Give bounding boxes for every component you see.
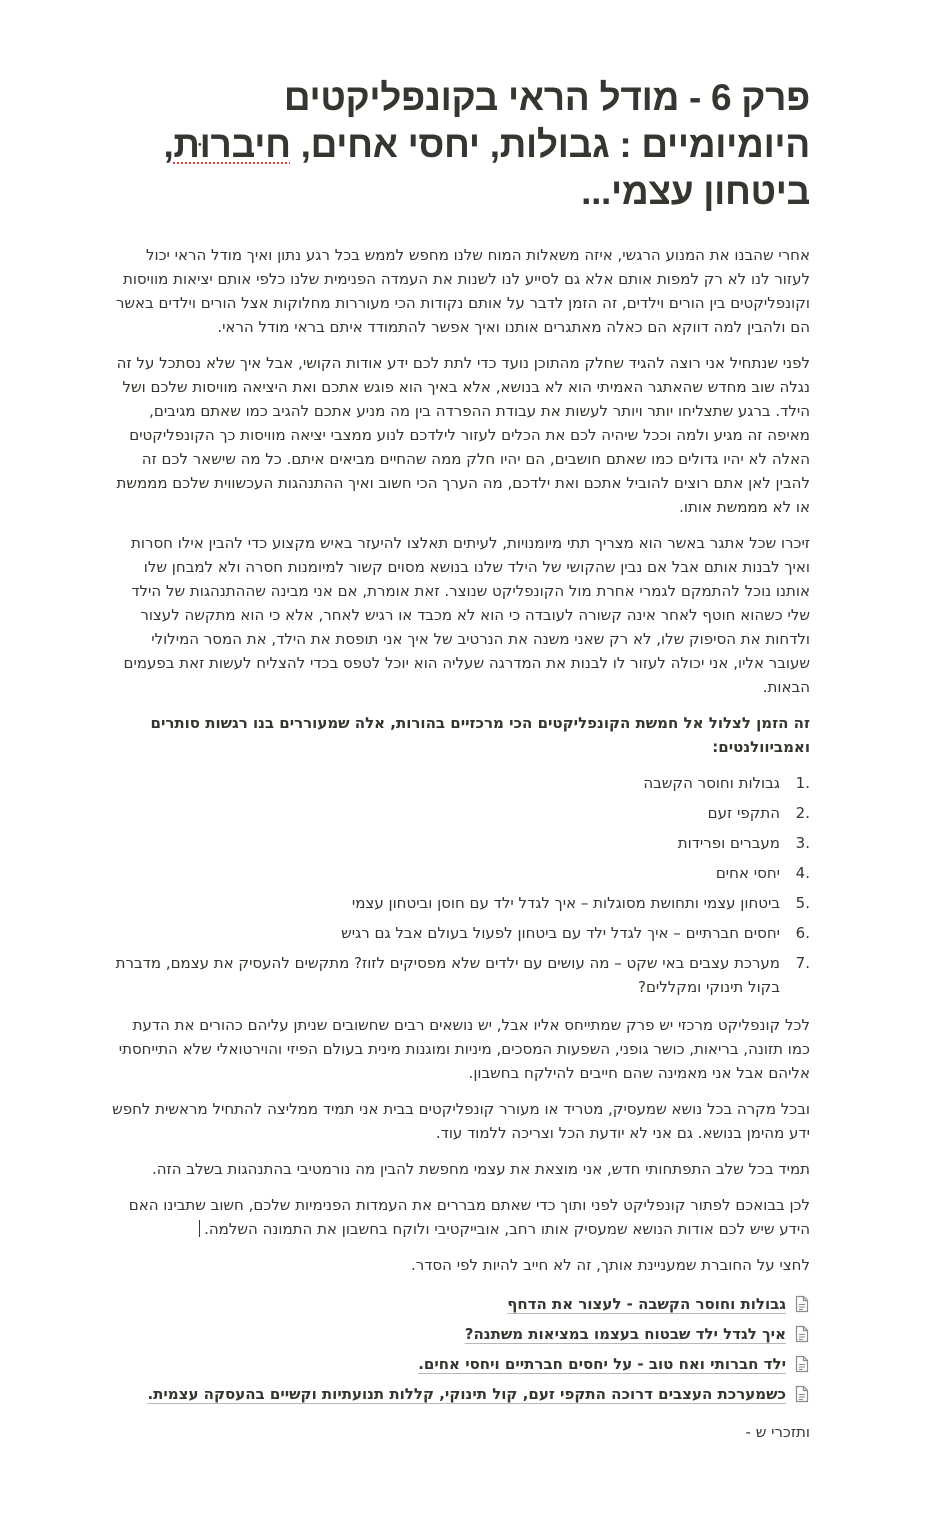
list-item: מעברים ופרידות	[677, 834, 780, 852]
paragraph-remember: זיכרו שכל אתגר באשר הוא מצריך תתי מיומנויות, לעיתים תאלצו להיעזר באיש מקצוע כדי להבין אילו חסרות ואיך לבנות אותם אבל אם נבין שהקושי של הילד שלנו בנושא מסוים קשור למיומנות חסרה ולא למבחן שלו אותנו נוכל להתמקם לגמרי אחרת מול הקונפליקט שנוצר. זאת אומרת, אם אני מבינה שההתנהגות של הילד שלי כשהוא חוטף לאחר אינה קשורה לעובדה כי הוא לא מכבד או רגיש לאחר, אלא כי הוא מתקשה לעצור ולדחות את הסיפוק שלו, לא רק שאני משנה את הנרטיב של איך אני תופסת את הילד, את המסר המילולי שעובר אליו, אני יכולה לעזור לו לבנות את המדרגה שעליה הוא יוכל לטפס בכדי להצליח לעשות זאת בפעמים הבאות.	[123, 534, 810, 696]
link-label: כשמערכת העצבים דרוכה התקפי זעם, קול תינוקי, קללות תנועתיות וקשיים בהעסקה עצמית.	[147, 1385, 786, 1403]
link-label: איך לגדל ילד שבטוח בעצמו במציאות משתנה?	[464, 1325, 786, 1343]
conflicts-intro: זה הזמן לצלול אל חמשת הקונפליקטים הכי מרכזיים בהורות, אלה שמעוררים בנו רגשות סותרים ואמביוולנטים:	[150, 714, 810, 756]
list-item: יחסים חברתיים – איך לגדל ילד עם ביטחון לפעול בעולם אבל גם רגיש	[341, 924, 780, 942]
page-icon	[794, 1325, 810, 1343]
paragraph-knowledge: ובכל מקרה בכל נושא שמעסיק, מטריד או מעורר קונפליקטים בבית אני תמיד ממליצה להתחיל מראשית לחפש ידע מהימן בנושא. גם אני לא יודעת הכל וצריכה ללמוד עוד.	[112, 1100, 810, 1142]
page-link-social[interactable]	[110, 1349, 810, 1379]
paragraph-before-start: לפני שנתחיל אני רוצה להגיד שחלק מהתוכן נועד כדי לתת לכם ידע אודות הקושי, אבל איך שלא נסתכל על זה נגלה שוב מחדש שהאתגר האמיתי הוא לא בנושא, אלא באיך הוא פוגש אתכם ואת היציאה מוויסות שלכם ושל הילד. ברגע שתצליחו יותר ויותר לעשות את עבודת ההפרדה בין מה מניע אתכם להגיב כמו שאתם מגיבים, מאיפה זה מגיע ולמה וככל שיהיה לכם את הכלים לעזור לילדכם לנוע ממצבי יציאה מוויסות כך הקונפליקטים האלה לא יהיו גדולים כמו שאתם חושבים, הם יהיו חלק ממה שהחיים מביאים איתם. כל מה שישאר לכם זה להבין לאן אתם רוצים להוביל אתכם ואת ילדכם, מה הערך הכי חשוב ואיך ההתנהגות העכשווית שלכם מממשת או לא מממשת אותו.	[116, 354, 810, 516]
list-item: התקפי זעם	[707, 804, 780, 822]
paragraph-development: תמיד בכל שלב התפתחותי חדש, אני מוצאת את עצמי מחפשת להבין מה נורמטיבי בהתנהגות בשלב הזה.	[151, 1160, 810, 1178]
conflicts-list	[110, 771, 810, 999]
list-item: יחסי אחים	[715, 864, 780, 882]
page-links	[110, 1289, 810, 1409]
closing-signature: ותזכרי ש -	[745, 1423, 810, 1441]
paragraph-intro: אחרי שהבנו את המנוע הרגשי, איזה משאלות המוח שלנו מחפש לממש בכל רגע נתון ואיך מודל הראי יכול לעזור לנו לא רק למפות אותם אלא גם לסייע לנו לשנות את העמדה הפנימית שלנו כלפי אותם יציאות מוויסות וקונפליקטים בין הורים וילדים, זה הזמן לדבר על אותם נקודות הכי מעוררות מחלוקות אצל הורים וילדים באשר הם ולהבין למה דווקא הם כאלה מאתגרים אותנו ואיך אפשר להתמודד איתם בראי מודל הראי.	[115, 246, 810, 336]
list-item: ביטחון עצמי ותחושת מסוגלות – איך לגדל ילד עם חוסן וביטחון עצמי	[351, 894, 780, 912]
page-link-nervous-system[interactable]	[110, 1379, 810, 1409]
paragraph-solving[interactable]	[110, 1193, 810, 1241]
text-cursor	[199, 1220, 201, 1237]
link-label: גבולות וחוסר הקשבה - לעצור את הדחף	[507, 1295, 786, 1313]
page-link-confidence[interactable]	[110, 1319, 810, 1349]
paragraph-topics: לכל קונפליקט מרכזי יש פרק שמתייחס אליו אבל, יש נושאים רבים שחשובים שניתן עליהם כהורים את הדעת כמו תזונה, בריאות, כושר גופני, השפעות המסכים, מיניות ומוגנות מינית בעולם הפיזי והוירטואלי שלא התייחסתי אליהם אבל אני מאמינה שהם חייבים להילקח בחשבון.	[118, 1016, 810, 1082]
title-text: פרק 6 - מודל הראי בקונפליקטים היומיומיים : גבולות, יחסי אחים,	[283, 77, 810, 165]
misspelled-word[interactable]: חיברוּת	[173, 124, 291, 165]
link-label: ילד חברותי ואח טוב - על יחסים חברתיים ויחסי אחים.	[418, 1355, 786, 1373]
page-icon	[794, 1355, 810, 1373]
page-link-boundaries[interactable]	[110, 1289, 810, 1319]
page-icon	[794, 1295, 810, 1313]
page-title	[110, 74, 810, 215]
paragraph-solving-text: לכן בבואכם לפתור קונפליקט לפני ותוך כדי שאתם מבררים את העמדות הפנימיות שלכם, חשוב שתבינו האם הידע שיש לכם אודות הנושא שמעסיק אותו רחב, אובייקטיבי ולוקח בחשבון את התמונה השלמה.	[128, 1196, 810, 1238]
paragraph-click-booklet: לחצי על החוברת שמעניינת אותך, זה לא חייב להיות לפי הסדר.	[411, 1256, 810, 1274]
list-item: גבולות וחוסר הקשבה	[643, 774, 780, 792]
list-item: מערכת עצבים באי שקט – מה עושים עם ילדים שלא מפסיקים לזוז? מתקשים להעסיק את עצמם, מדברת בקול תינוקי ומקללים?	[115, 954, 780, 996]
document-page	[110, 0, 810, 1441]
page-icon	[794, 1385, 810, 1403]
title-text-end: , ביטחון עצמי...	[163, 124, 810, 212]
